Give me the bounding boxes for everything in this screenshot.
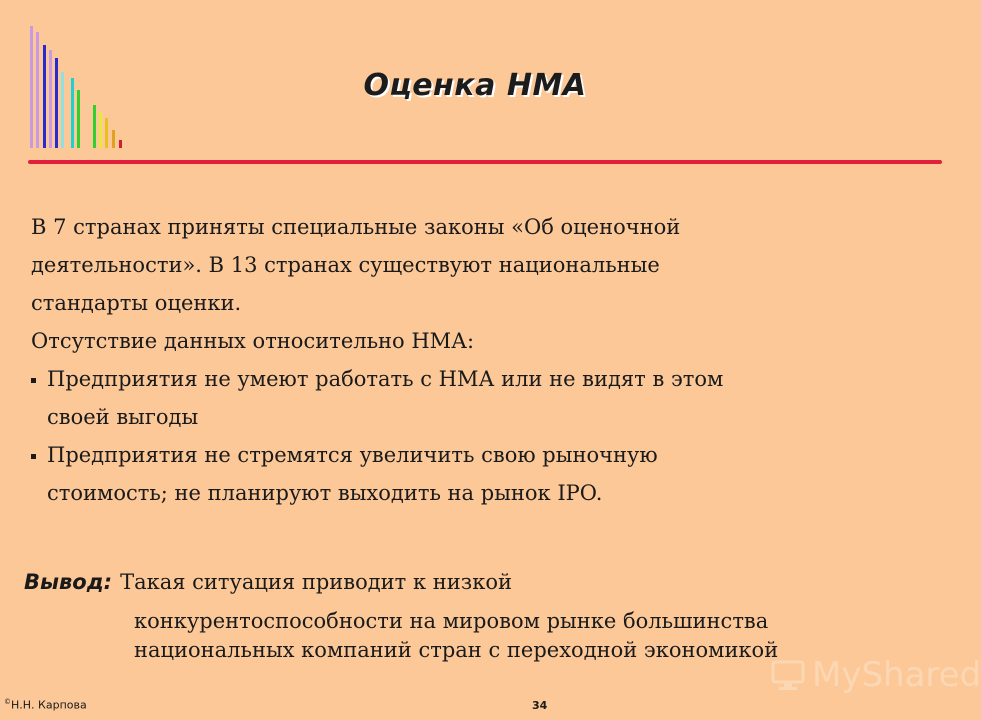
decor-bar	[99, 112, 102, 148]
bullet-square-icon	[31, 360, 47, 398]
title-divider	[28, 160, 942, 164]
copyright-sign: ©	[4, 698, 11, 706]
slide-title: Оценка НМА	[363, 68, 587, 103]
conclusion-first-line	[24, 570, 944, 606]
decor-bar	[49, 50, 52, 148]
body-text	[31, 208, 911, 512]
bullet-square-icon	[31, 436, 47, 474]
conclusion-text: Такая ситуация приводит к низкой	[120, 570, 512, 594]
watermark-text: MyShared	[812, 655, 981, 695]
decor-bar	[36, 32, 39, 148]
bullet-continuation: своей выгоды	[47, 405, 199, 429]
bullet-item	[31, 360, 911, 398]
body-line: деятельности». В 13 странах существуют национальные	[31, 253, 660, 277]
decor-bar	[61, 72, 64, 148]
page-number: 34	[532, 699, 548, 712]
conclusion-label: Вывод:	[24, 570, 113, 594]
author-name: Н.Н. Карпова	[11, 698, 87, 712]
decor-bar	[112, 130, 115, 148]
bullet-text: Предприятия не стремятся увеличить свою рыночную	[47, 443, 658, 467]
decor-bar	[105, 118, 108, 148]
decor-bar	[43, 45, 46, 148]
decorative-bars	[0, 0, 140, 160]
conclusion-block	[24, 570, 944, 664]
decor-bar	[77, 90, 80, 148]
decor-bar	[71, 78, 74, 148]
decor-bar	[55, 58, 58, 148]
decor-bar	[30, 26, 33, 148]
body-line: В 7 странах приняты специальные законы «Об оценочной	[31, 215, 681, 239]
body-line: стандарты оценки.	[31, 291, 242, 315]
body-line: Отсутствие данных относительно НМА:	[31, 329, 475, 353]
decor-bar	[119, 140, 122, 148]
conclusion-text: конкурентоспособности на мировом рынке большинства	[134, 609, 769, 633]
bullet-continuation: стоимость; не планируют выходить на рынок IPO.	[47, 481, 603, 505]
decor-bar	[93, 105, 96, 148]
conclusion-text: национальных компаний стран с переходной экономикой	[134, 638, 779, 662]
bullet-text: Предприятия не умеют работать с НМА или не видят в этом	[47, 367, 724, 391]
bullet-item	[31, 436, 911, 474]
footer-author	[4, 698, 87, 712]
